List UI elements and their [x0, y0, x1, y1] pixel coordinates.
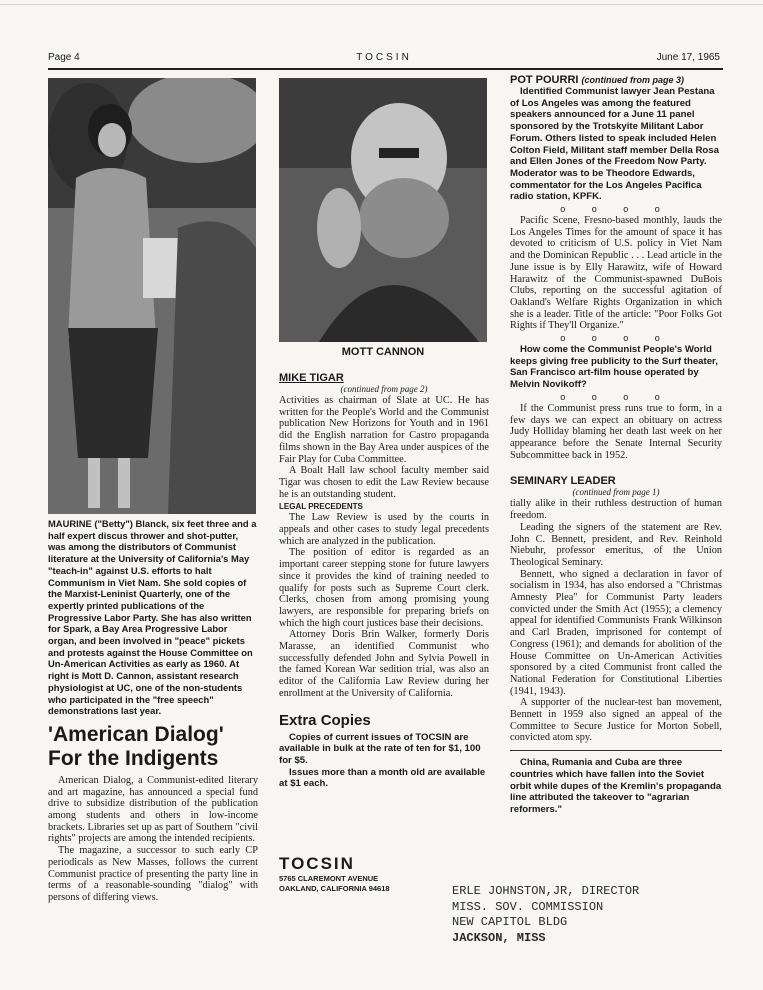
divider — [510, 750, 722, 751]
article-paragraph: Bennett, who signed a declaration in favor of socialism in 1934, has also endorsed a "Christmas Amnesty Plea" for Communist Party leaders convicted under the Smith Act (1955); a clemency appeal for identified Communists Frank Wilkinson and Carl Braden, imprisoned for contempt of Congress (1961); and demands for abolition of the House Committee on Un-American Activities sponsored by a cited Communist front called the National Federation for Constitutional Liberties (1941, 1943). — [510, 568, 722, 697]
article-paragraph: A supporter of the nuclear-test ban movement, Bennett in 1959 also signed an appeal of the Committee to Secure Justice for Morton Sobell, convicted atom spy. — [510, 697, 722, 744]
article-paragraph: A Boalt Hall law school faculty member said Tigar was chosen to edit the Law Review because he is an outstanding student. — [279, 465, 489, 500]
headline-line-2: For the Indigents — [48, 746, 219, 770]
continued-note: (continued from page 3) — [581, 75, 685, 85]
article-paragraph: The position of editor is regarded as an important career stepping stone for future lawyers since it provides the kind of training needed to qualify for posts such as Supreme Court clerk. Clerks, chosen from among promising young lawyers, are responsible for preparing briefs on which the high court justices base their decisions. — [279, 547, 489, 629]
issue-date: June 17, 1965 — [656, 52, 720, 63]
subhead-legal-precedents: LEGAL PRECEDENTS — [279, 502, 363, 512]
newspaper-title: TOCSIN — [356, 52, 412, 63]
china-note: China, Rumania and Cuba are three countries which have fallen into the Soviet orbit while dupes of the Kremlin's propaganda line attributed the takeover to "agrarian reformers." — [510, 757, 722, 815]
stamp-line-4: JACKSON, MISS — [452, 930, 546, 945]
headline-american-dialog — [48, 723, 258, 771]
separator-dots: o o o o — [560, 391, 672, 402]
header-rule — [48, 68, 723, 70]
headline-extra-copies: Extra Copies — [279, 711, 371, 729]
masthead — [279, 854, 449, 894]
column-1 — [48, 518, 258, 904]
continued-note: (continued from page 2) — [340, 384, 428, 394]
top-border — [0, 4, 763, 5]
photo-blanck — [48, 78, 256, 514]
headline-text: POT POURRI — [510, 74, 579, 86]
article-paragraph: Attorney Doris Brin Walker, formerly Doris Marasse, an identified Communist who successfully defended John and Sylvia Powell in the famed Korean War sedition trial, was also an editor of the California Law Review during her enrollment at the University of California. — [279, 629, 489, 699]
article-paragraph: Activities as chairman of Slate at UC. He has written for the People's World and the Communist publication New Horizons for Youth and in 1961 did the English narration for Castro propaganda films shown in the Bay Area under auspices of the Fair Play for Cuba Committee. — [279, 395, 489, 465]
article-paragraph: How come the Communist People's World keeps giving free publicity to the Surf theater, San Francisco art-film house operated by Melvin Novikoff? — [510, 344, 718, 391]
headline-pot-pourri — [510, 74, 722, 86]
continued-note: (continued from page 1) — [572, 487, 660, 498]
page-number: Page 4 — [48, 52, 80, 63]
extra-copies-paragraph: Copies of current issues of TOCSIN are available in bulk at the rate of ten for $1, 100 for $5. — [279, 731, 481, 766]
article-paragraph: The Law Review is used by the courts in appeals and other cases to study legal precedents which are analyzed in the publication. — [279, 512, 489, 547]
photo-mott-cannon — [279, 78, 487, 342]
masthead-city: OAKLAND, CALIFORNIA 94618 — [279, 884, 390, 893]
headline-text: MIKE TIGAR — [279, 372, 344, 384]
extra-copies-paragraph: Issues more than a month old are available at $1 each. — [279, 766, 486, 790]
article-paragraph: Leading the signers of the statement are Rev. John C. Bennett, president, and Rev. Reinhold Niebuhr, professor emeritus, of the Union Theological Seminary. — [510, 521, 722, 568]
headline-seminary-leader: SEMINARY LEADER — [510, 475, 616, 488]
stamp-line-3: NEW CAPITOL BLDG — [452, 915, 568, 929]
article-paragraph: Identified Communist lawyer Jean Pestana of Los Angeles was among the featured speakers announced for a June 11 panel sponsored by the Trotskyite Militant Labor Forum. Others listed to speak included Helen Colton Field, Militant staff member Della Rosa and Ellen Jones of the Freedom Now Party. Moderator was to be Theodore Edwards, commentator for the Los Angeles Pacifica radio station, KPFK. — [510, 86, 719, 203]
photo-caption: MAURINE ("Betty") Blanck, six feet three and a half expert discus thrower and shot-putter, was among the distributors of Communist literature at the University of California's May "teach-in" against U.S. efforts to halt Communism in Viet Nam. She sold copies of the Marxist-Leninist Quarterly, one of the expertly printed publications of the Progressive Labor Party. She has also written for Spark, a Bay Area Progressive Labor organ, and been involved in "peace" pickets and protests against the House Committee on Un-American Activities as early as 1960. At right is Mott D. Cannon, assistant research physiologist at UC, one of the non-students who participated in the "free speech" demonstrations last year. — [48, 518, 257, 717]
column-3 — [510, 74, 722, 816]
photo-label-mott-cannon: MOTT CANNON — [341, 346, 425, 358]
article-paragraph: American Dialog, a Communist-edited literary and art magazine, has announced a special fund drive to subsidize distribution of the publication among students and others in low-income brackets. Libraries set up as part of Southern "civil rights" projects are among the intended recipients. — [48, 774, 258, 845]
headline-mike-tigar — [279, 372, 489, 384]
article-paragraph: If the Communist press runs true to form, in a few days we can expect an obituary on actress Judy Holliday blaming her death last week on her appearance before the Senate Internal Security Subcommittee back in 1952. — [510, 402, 722, 461]
masthead-name: TOCSIN — [279, 854, 355, 873]
stamp-line-1: ERLE JOHNSTON,JR, DIRECTOR — [452, 884, 640, 898]
article-paragraph: tially alike in their ruthless destruction of human freedom. — [510, 498, 722, 522]
separator-dots: o o o o — [560, 333, 672, 344]
address-stamp — [452, 884, 639, 946]
article-paragraph: The magazine, a successor to such early CP periodicals as New Masses, follows the current Communist practice of presenting the party line in terms of a reasonable-sounding "dialog" with persons of differing views. — [48, 845, 258, 903]
headline-line-1: 'American Dialog' — [48, 722, 224, 746]
separator-dots: o o o o — [560, 204, 672, 215]
page-header — [48, 52, 720, 68]
stamp-line-2: MISS. SOV. COMMISSION — [452, 899, 604, 914]
column-2 — [279, 372, 489, 790]
article-paragraph: Pacific Scene, Fresno-based monthly, lauds the Los Angeles Times for the amount of space it has devoted to criticism of U.S. policy in Viet Nam and the Dominican Republic . . . Lead article in the June issue is by Elly Harawitz, wife of Howard Harawitz of the Communist-spawned DuBois Clubs, reporting on the successful agitation of Oakland's Welfare Rights Organization in which she is a leader. Title of the article: "Poor Folks Got Rights if They'll Organize." — [510, 215, 722, 332]
masthead-street: 5765 CLAREMONT AVENUE — [279, 874, 379, 883]
